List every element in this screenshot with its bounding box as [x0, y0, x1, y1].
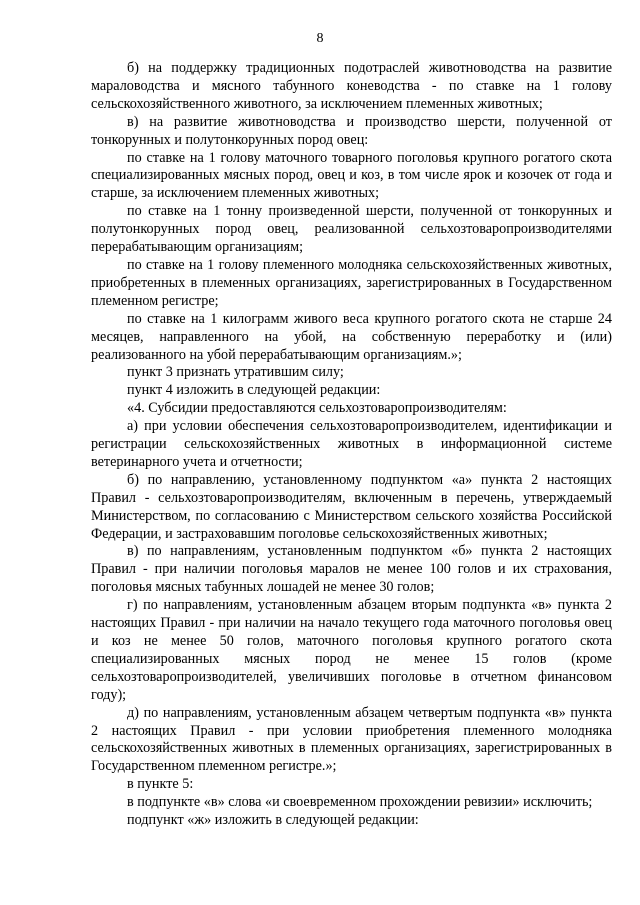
paragraph: в подпункте «в» слова «и своевременном прохождении ревизии» исключить; [127, 794, 593, 811]
paragraph: подпункт «ж» изложить в следующей редакции: [127, 812, 419, 829]
paragraph: а) при условии обеспечения сельхозтоваропроизводителем, идентификации и регистрации сельскохозяйственных животных в информационной системе ветеринарного учета и отчетности; [91, 418, 612, 470]
paragraph: б) на поддержку традиционных подотраслей животноводства на развитие мараловодства и мясного табунного коневодства - по ставке на 1 голову сельскохозяйственного животного, за исключением племенных животных; [91, 60, 612, 112]
paragraph: д) по направлениям, установленным абзацем четвертым подпункта «в» пункта 2 настоящих Правил - при условии приобретения племенного молодняка сельскохозяйственных животных в племенных организациях, зарегистрированных в Государственном племенном регистре.»; [91, 704, 612, 775]
paragraph: в) по направлениям, установленным подпунктом «б» пункта 2 настоящих Правил - при наличии поголовья маралов не менее 100 голов и их страхования, поголовья мясных табунных лошадей не менее 30 голов; [91, 543, 612, 596]
paragraph: пункт 4 изложить в следующей редакции: [127, 382, 381, 399]
paragraph: в пункте 5: [127, 776, 194, 793]
document-body [91, 60, 612, 830]
paragraph: по ставке на 1 голову маточного товарного поголовья крупного рогатого скота специализированных мясных пород, овец и коз, в том числе ярок и козочек от года и старше, за исключением племенных животных; [91, 149, 612, 202]
paragraph: по ставке на 1 голову племенного молодняка сельскохозяйственных животных, приобретенных в племенных организациях, зарегистрированных в Государственном племенном регистре; [91, 256, 612, 309]
paragraph: в) на развитие животноводства и производство шерсти, полученной от тонкорунных и полутонкорунных пород овец: [91, 113, 612, 148]
paragraph: «4. Субсидии предоставляются сельхозтоваропроизводителям: [127, 400, 507, 417]
paragraph: по ставке на 1 тонну произведенной шерсти, полученной от тонкорунных и полутонкорунных пород овец, реализованной сельхозтоваропроизводителями перерабатывающим организациям; [91, 203, 612, 256]
paragraph: по ставке на 1 килограмм живого веса крупного рогатого скота не старше 24 месяцев, направленного на убой, на собственную переработку и (или) реализованного на убой перерабатывающим организациям.»; [91, 310, 612, 363]
paragraph: б) по направлению, установленному подпунктом «а» пункта 2 настоящих Правил - сельхозтоваропроизводителям, включенным в перечень, утверждаемый Министерством, по согласованию с Министерством сельского хозяйства Российской Федерации, и застраховавшим поголовье сельскохозяйственных животных; [91, 471, 612, 542]
paragraph: г) по направлениям, установленным абзацем вторым подпункта «в» пункта 2 настоящих Правил - при наличии на начало текущего года маточного поголовья овец и коз не менее 50 голов, маточного поголовья крупного рогатого скота специализированных мясных пород не менее 15 голов (кроме сельхозтоваропроизводителей, увеличивших поголовье в отчетном финансовом году); [91, 597, 612, 703]
page-number: 8 [316, 31, 324, 46]
paragraph: пункт 3 признать утратившим силу; [127, 364, 344, 381]
